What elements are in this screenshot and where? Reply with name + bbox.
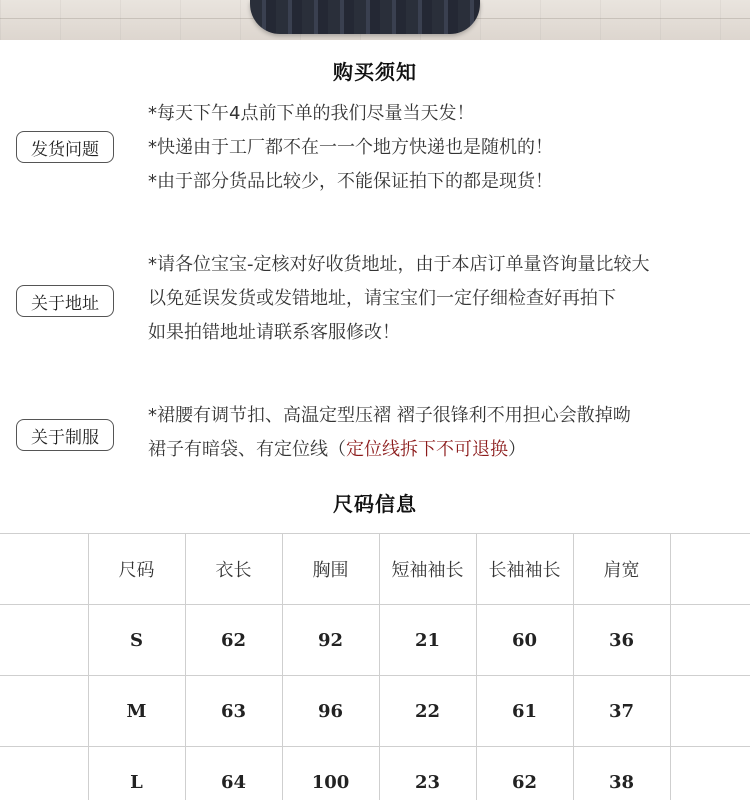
note-line: *每天下午4点前下单的我们尽量当天发！ [148, 103, 475, 124]
table-cell-empty [670, 534, 750, 605]
table-cell: 37 [573, 676, 670, 747]
note-text: ） [508, 439, 526, 460]
table-cell: 38 [573, 747, 670, 800]
product-photo-bottom [0, 0, 750, 40]
table-cell: 36 [573, 605, 670, 676]
size-cell: M [88, 676, 185, 747]
note-line: *由于部分货品比较少，不能保证拍下的都是现货！ [148, 171, 553, 192]
table-cell: 60 [476, 605, 573, 676]
table-cell: 22 [379, 676, 476, 747]
header-cell: 胸围 [282, 534, 379, 605]
header-cell: 衣长 [185, 534, 282, 605]
uniform-notes [148, 399, 631, 467]
table-row [0, 676, 750, 747]
table-row [0, 747, 750, 800]
size-cell: L [88, 747, 185, 800]
note-line-with-highlight [148, 433, 631, 467]
table-cell: 61 [476, 676, 573, 747]
table-cell: 96 [282, 676, 379, 747]
header-cell: 肩宽 [573, 534, 670, 605]
highlight-warning: 定位线拆下不可退换 [346, 439, 508, 460]
size-info-title: 尺码信息 [333, 492, 417, 516]
table-cell: 92 [282, 605, 379, 676]
shipping-notes [148, 97, 553, 199]
table-cell-empty [670, 676, 750, 747]
table-header-row [0, 534, 750, 605]
table-cell-empty [670, 747, 750, 800]
table-cell-empty [670, 605, 750, 676]
note-line: *请各位宝宝-定核对好收货地址，由于本店订单量咨询量比较大 [148, 254, 650, 275]
table-cell: 62 [185, 605, 282, 676]
table-cell: 100 [282, 747, 379, 800]
pleated-skirt-photo [250, 0, 480, 34]
header-cell: 短袖袖长 [379, 534, 476, 605]
table-row [0, 605, 750, 676]
size-cell: S [88, 605, 185, 676]
note-line: *快递由于工厂都不在一一个地方快递也是随机的！ [148, 137, 553, 158]
table-cell-empty [0, 747, 88, 800]
note-line: 以免延误发货或发错地址，请宝宝们一定仔细检查好再拍下 [148, 288, 616, 309]
table-cell-empty [0, 676, 88, 747]
table-cell-empty [0, 534, 88, 605]
note-line: *裙腰有调节扣、高温定型压褶 褶子很锋利不用担心会散掉呦 [148, 405, 631, 426]
tag-about-address: 关于地址 [16, 285, 114, 317]
purchase-notice-title: 购买须知 [333, 60, 417, 84]
table-cell: 62 [476, 747, 573, 800]
table-cell: 63 [185, 676, 282, 747]
note-line: 如果拍错地址请联系客服修改！ [148, 322, 400, 343]
size-table [0, 533, 750, 800]
tag-about-uniform: 关于制服 [16, 419, 114, 451]
tag-shipping-issues: 发货问题 [16, 131, 114, 163]
address-notes [148, 248, 650, 350]
table-cell: 23 [379, 747, 476, 800]
table-cell: 21 [379, 605, 476, 676]
table-cell-empty [0, 605, 88, 676]
header-cell: 尺码 [88, 534, 185, 605]
table-cell: 64 [185, 747, 282, 800]
note-text: 裙子有暗袋、有定位线（ [148, 439, 346, 460]
header-cell: 长袖袖长 [476, 534, 573, 605]
